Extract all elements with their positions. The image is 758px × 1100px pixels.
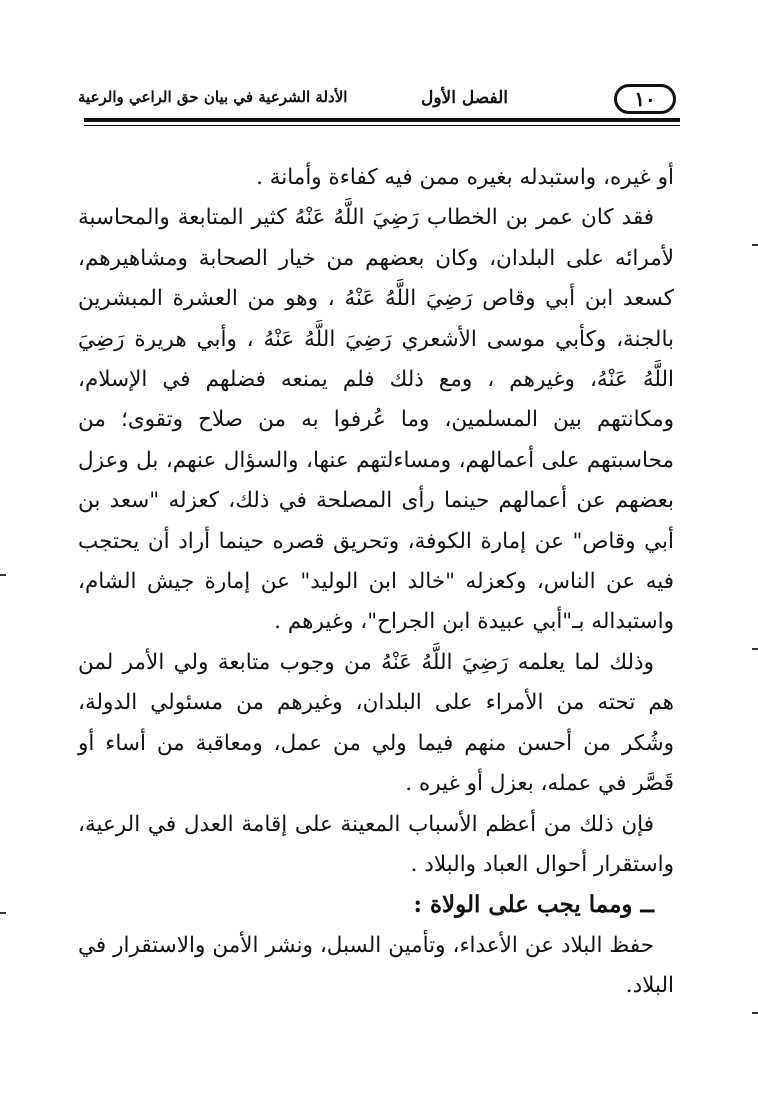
body-text xyxy=(78,158,674,1007)
paragraph: فقد كان عمر بن الخطاب رَضِيَ اللَّهُ عَنْهُ كثير المتابعة والمحاسبة لأمرائه على البلدان، وكان بعضهم من خيار الصحابة ومشاهيرهم، كسعد ابن أبي وقاص رَضِيَ اللَّهُ عَنْهُ ، وهو من العشرة المبشرين بالجنة، وكأبي موسى الأشعري رَضِيَ اللَّهُ عَنْهُ ، وأبي هريرة رَضِيَ اللَّهُ عَنْهُ، وغيرهم ، ومع ذلك فلم يمنعه فضلهم في الإسلام، ومكانتهم بين المسلمين، وما عُرفوا به من صلاح وتقوى؛ من محاسبتهم على أعمالهم، ومساءلتهم عنها، والسؤال عنهم، بل وعزل بعضهم عن أعمالهم حينما رأى المصلحة في ذلك، كعزله "سعد بن أبي وقاص" عن إمارة الكوفة، وتحريق قصره حينما أراد أن يحتجب فيه عن الناس، وكعزله "خالد ابن الوليد" عن إمارة جيش الشام، واستبداله بـ"أبي عبيدة ابن الجراح"، وغيرهم . xyxy=(78,205,674,635)
margin-mark xyxy=(0,912,6,914)
margin-mark xyxy=(752,648,758,650)
paragraph: وذلك لما يعلمه رَضِيَ اللَّهُ عَنْهُ من وجوب متابعة ولي الأمر لمن هم تحته من الأمراء على البلدان، وغيرهم من مسئولي الدولة، وشُكر من أحسن منهم فيما ولي من عمل، ومعاقبة من أساء أو قَصَّر في عمله، بعزل أو غيره . xyxy=(78,649,674,797)
page-number: ١٠ xyxy=(614,84,676,114)
header-rule-thick xyxy=(84,118,680,122)
margin-mark xyxy=(752,1012,758,1014)
heading-dash: ــ xyxy=(640,891,654,919)
header-rule-thin xyxy=(84,125,680,126)
chapter-title: الفصل الأول xyxy=(420,88,508,108)
margin-mark xyxy=(0,574,6,576)
heading-text: ومما يجب على الولاة : xyxy=(413,891,633,919)
paragraph: حفظ البلاد عن الأعداء، وتأمين السبل، ونشر الأمن والاستقرار في البلاد. xyxy=(78,932,674,999)
margin-mark xyxy=(752,244,758,246)
section-heading xyxy=(78,885,674,925)
book-title: الأدلة الشرعية في بيان حق الراعي والرعية xyxy=(78,88,348,106)
paragraph: أو غيره، واستبدله بغيره ممن فيه كفاءة وأمانة . xyxy=(256,165,674,190)
paragraph: فإن ذلك من أعظم الأسباب المعينة على إقامة العدل في الرعية، واستقرار أحوال العباد والبلاد . xyxy=(78,811,674,877)
